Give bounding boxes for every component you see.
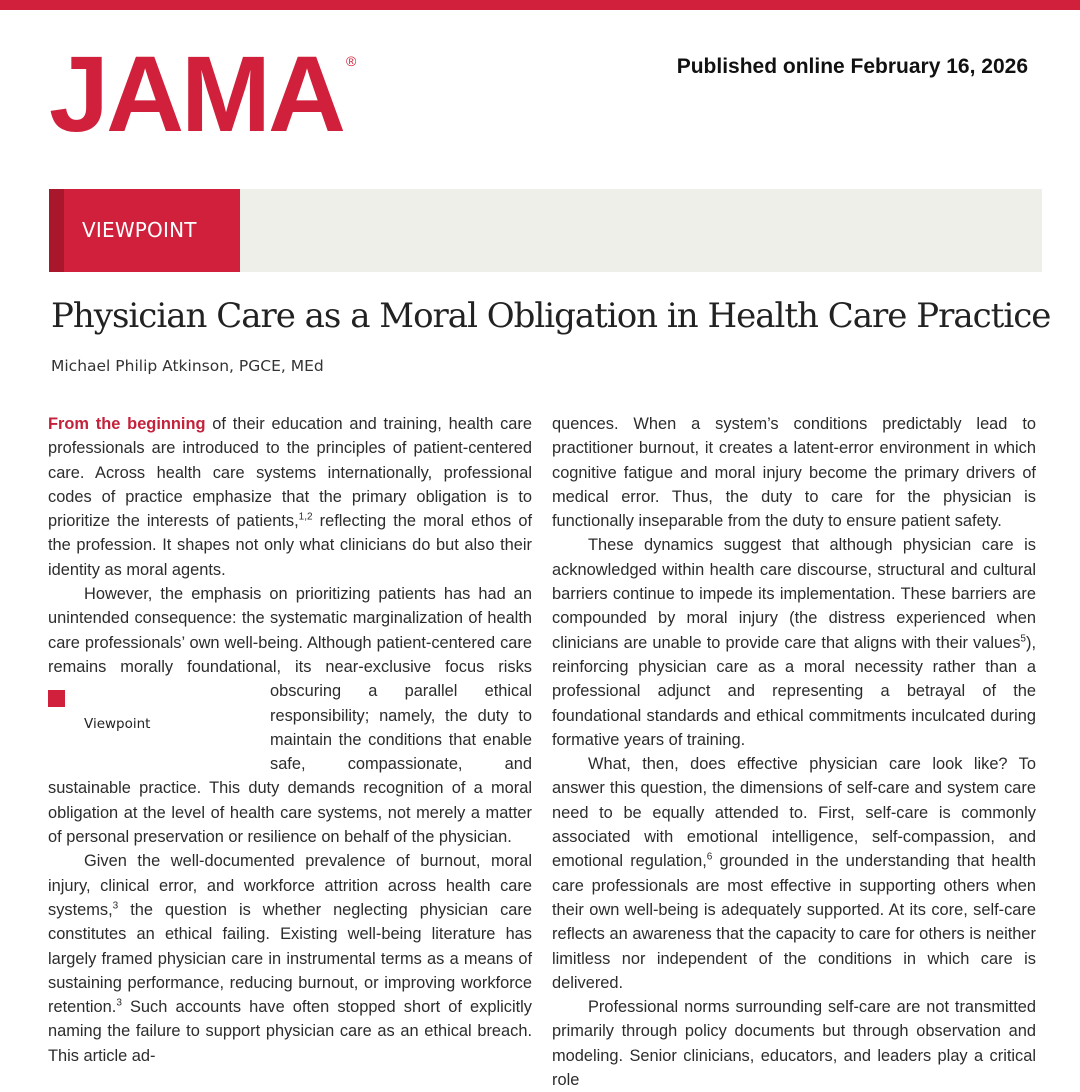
- paragraph: From the beginning of their education and training, health care professionals are introduced to the principles of patient-centered care. Across health care systems internationally, professional codes of practice emphasize that the primary obligation is to prioritize the interests of patients,$^{1,2}$ reflecting the moral ethos of the profession. It shapes not only what clinicians do but also their identity as moral agents.: [48, 415, 533, 579]
- top-accent-bar: [0, 0, 1080, 10]
- viewpoint-related-link[interactable]: [48, 679, 270, 752]
- paragraph: However, the emphasis on prioritizing patients has had an unintended consequence: the systematic marginalization of health care professionals’ own well-being. Although patient-centered care remains morally foundational, its near-exclusive focus risks obscur + Viewpoint ing a parallel ethical responsibility; namely, the duty to maintain the conditions that enable safe, compassionate, and sustainable practice. This duty demands recognition of a moral obligation at the level of health care systems, not merely a matter of personal preservation or resilience on behalf of the physician.: [48, 585, 532, 847]
- article-type-banner: [49, 189, 1042, 272]
- viewpoint-link-label: Viewpoint: [84, 716, 151, 733]
- publication-date: Published online February 16, 2026: [676, 55, 1028, 78]
- paragraph: What, then, does effective physician care look like? To answer this question, the dimensions of self-care and system care need to be equally attended to. First, self-care is commonly associated with emotional intelligence, self-compassion, and emotional regulation,$^6$ grounded in the understanding that health care professionals are most effective in supporting others when their own well-being is adequately supported. At its core, self-care reflects an awareness that the capacity to care for others is neither limitless nor independent of the conditions in which care is delivered.: [552, 755, 1036, 992]
- paragraph: Professional norms surrounding self-care are not transmitted primarily through policy documents but through observation and modeling. Senior clinicians, educators, and leaders play a critical role: [552, 998, 1036, 1090]
- plus-icon: +: [48, 690, 65, 707]
- article-title: Physician Care as a Moral Obligation in Health Care Practice: [51, 296, 1051, 336]
- registered-mark: ®: [346, 53, 357, 69]
- banner-label-block: [49, 189, 240, 272]
- article-author: Michael Philip Atkinson, PGCE, MEd: [51, 357, 324, 375]
- jama-logo: JAMA ®: [49, 33, 357, 154]
- paragraph: Given the well-documented prevalence of burnout, moral injury, clinical error, and workforce attrition across health care systems,$^3$ the question is whether neglecting physician care constitutes an ethical failing. Existing well-being literature has largely framed physician care in instrumental terms as a means of sustaining performance, reducing burnout, or improving workforce retention.$^3$ Such accounts have often stopped short of explicitly naming the failure to support physician care as an ethical breach. This article ad-: [48, 852, 532, 1065]
- paragraph: These dynamics suggest that although physician care is acknowledged within health care discourse, structural and cultural barriers continue to impede its implementation. These barriers are compounded by moral injury (the distress experienced when clinicians are unable to provide care that aligns with their values$^5$), reinforcing physician care as a moral necessity rather than a professional adjunct and representing a betrayal of the foundational standards and ethical commitments inculcated during formative years of training.: [552, 536, 1036, 749]
- body-column-left: [48, 412, 532, 1068]
- banner-label: VIEWPOINT: [82, 218, 197, 242]
- paragraph: quences. When a system’s conditions predictably lead to practitioner burnout, it creates a latent-error environment in which cognitive fatigue and moral injury become the primary drivers of medical error. Thus, the duty to care for the physician is functionally inseparable from the duty to ensure patient safety.: [552, 415, 1036, 531]
- body-column-right: [552, 412, 1036, 1092]
- lead-in: From the beginning: [48, 415, 206, 433]
